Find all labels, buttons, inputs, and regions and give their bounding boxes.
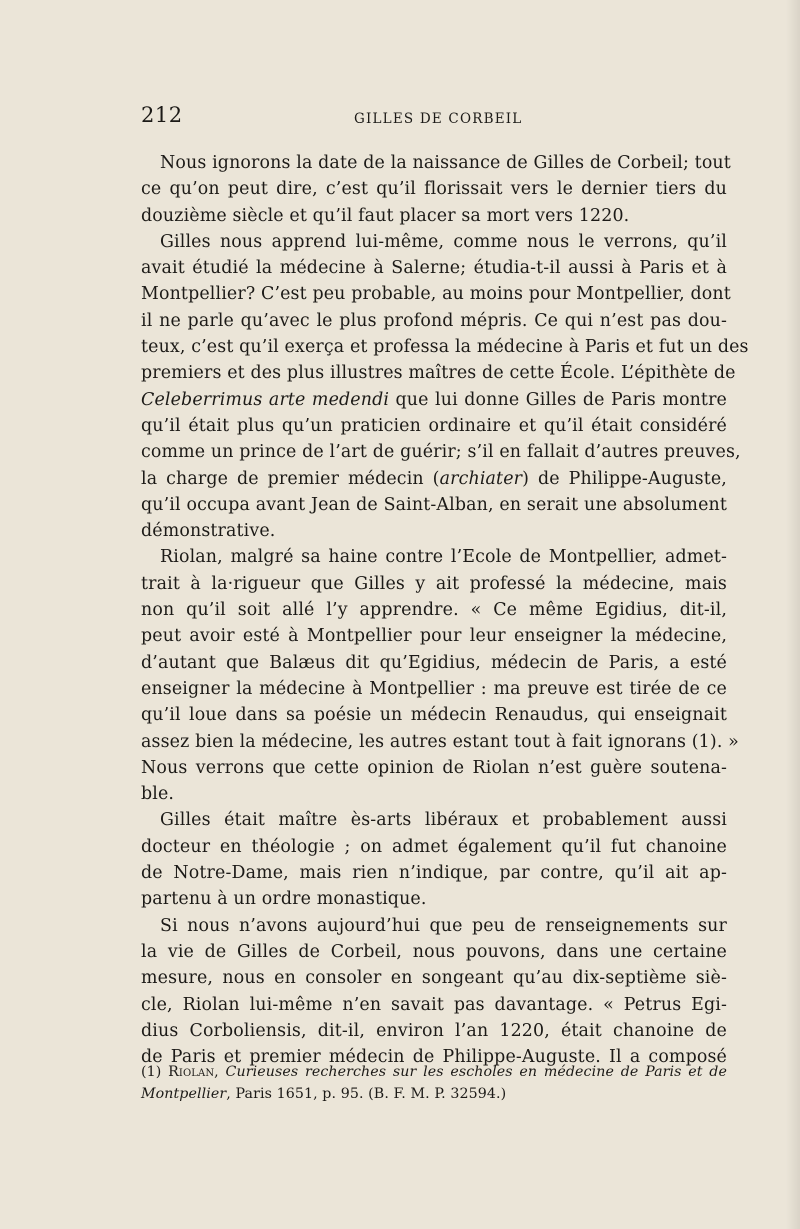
text-fragment: que lui donne Gilles de Paris montre xyxy=(389,389,727,410)
text-line: Riolan, malgré sa haine contre l’Ecole de Montpellier, admet- xyxy=(160,547,727,568)
text-fragment: la charge de premier médecin ( xyxy=(141,468,440,489)
footnote-reference: , Paris 1651, p. 95. (B. F. M. P. 32594.) xyxy=(226,1086,507,1102)
text-line: premiers et des plus illustres maîtres de cette École. L’épithète de xyxy=(141,363,736,384)
text-fragment: ) de Philippe-Auguste, xyxy=(522,468,727,489)
text-line: dius Corboliensis, dit-il, environ l’an 1220, était chanoine de xyxy=(141,1020,727,1041)
italic-phrase: Celeberrimus arte medendi xyxy=(141,389,390,410)
text-line: Montpellier? C’est peu probable, au moins pour Montpellier, dont xyxy=(141,284,731,305)
text-line: mesure, nous en consoler en songeant qu’au dix-septième siè- xyxy=(141,968,727,989)
text-line: peut avoir esté à Montpellier pour leur enseigner la médecine, xyxy=(141,626,727,647)
text-line: cle, Riolan lui-même n’en savait pas davantage. « Petrus Egi- xyxy=(141,994,727,1015)
body-text xyxy=(141,150,749,1070)
text-line: la vie de Gilles de Corbeil, nous pouvons, dans une certaine xyxy=(141,941,727,962)
text-line: ble. xyxy=(141,784,175,805)
text-line: Gilles était maître ès-arts libéraux et probablement aussi xyxy=(160,810,727,831)
text-line: Nous ignorons la date de la naissance de Gilles de Corbeil; tout xyxy=(160,153,731,173)
footnote-title: Montpellier xyxy=(141,1086,227,1102)
text-line: Gilles nous apprend lui-même, comme nous le verrons, qu’il xyxy=(160,231,727,252)
text-line: assez bien la médecine, les autres estant tout à fait ignorans (1). » xyxy=(141,731,739,752)
text-fragment: , xyxy=(214,1064,226,1080)
text-line: avait étudié la médecine à Salerne; étudia-t-il aussi à Paris et à xyxy=(141,258,727,279)
page-header xyxy=(141,103,727,133)
text-line: démonstrative. xyxy=(141,521,276,542)
text-line: teux, c’est qu’il exerça et professa la médecine à Paris et fut un des xyxy=(141,337,749,358)
italic-phrase: archiater xyxy=(439,468,523,489)
footnote-line xyxy=(141,1061,727,1083)
text-line: d’autant que Balæus dit qu’Egidius, médecin de Paris, a esté xyxy=(141,652,727,673)
text-line: de Paris et premier médecin de Philippe-Auguste. Il a composé xyxy=(141,1047,727,1068)
text-line: comme un prince de l’art de guérir; s’il en fallait d’autres preuves, xyxy=(141,442,741,463)
text-line: qu’il loue dans sa poésie un médecin Renaudus, qui enseignait xyxy=(141,705,727,726)
text-line: Si nous n’avons aujourd’hui que peu de renseignements sur xyxy=(160,915,727,936)
text-line: qu’il occupa avant Jean de Saint-Alban, en serait une absolument xyxy=(141,494,727,515)
running-title: GILLES DE CORBEIL xyxy=(354,111,523,127)
page-number: 212 xyxy=(141,103,183,127)
page-edge-shadow xyxy=(786,0,800,1229)
text-line: il ne parle qu’avec le plus profond mépris. Ce qui n’est pas dou- xyxy=(141,310,727,331)
text-line: docteur en théologie ; on admet également qu’il fut chanoine xyxy=(141,836,727,857)
text-line xyxy=(141,387,727,413)
footnote xyxy=(141,1061,727,1105)
text-line: trait à la·rigueur que Gilles y ait professé la médecine, mais xyxy=(141,573,727,594)
text-line: de Notre-Dame, mais rien n’indique, par contre, qu’il ait ap- xyxy=(141,863,727,884)
text-line: douzième siècle et qu’il faut placer sa mort vers 1220. xyxy=(141,205,630,226)
footnote-marker: (1) xyxy=(141,1064,169,1080)
text-line: Nous verrons que cette opinion de Riolan n’est guère soutena- xyxy=(141,757,727,778)
text-line: non qu’il soit allé l’y apprendre. « Ce même Egidius, dit-il, xyxy=(141,600,727,621)
text-line: qu’il était plus qu’un praticien ordinaire et qu’il était considéré xyxy=(141,415,727,436)
footnote-line xyxy=(141,1083,727,1105)
text-line: enseigner la médecine à Montpellier : ma preuve est tirée de ce xyxy=(141,678,727,699)
footnote-author: Riolan xyxy=(168,1064,215,1080)
footnote-title: Curieuses recherches sur les escholes en médecine de Paris et de xyxy=(225,1064,727,1080)
text-line: partenu à un ordre monastique. xyxy=(141,889,427,910)
text-line: ce qu’on peut dire, c’est qu’il florissait vers le dernier tiers du xyxy=(141,179,727,200)
text-line xyxy=(141,466,727,492)
